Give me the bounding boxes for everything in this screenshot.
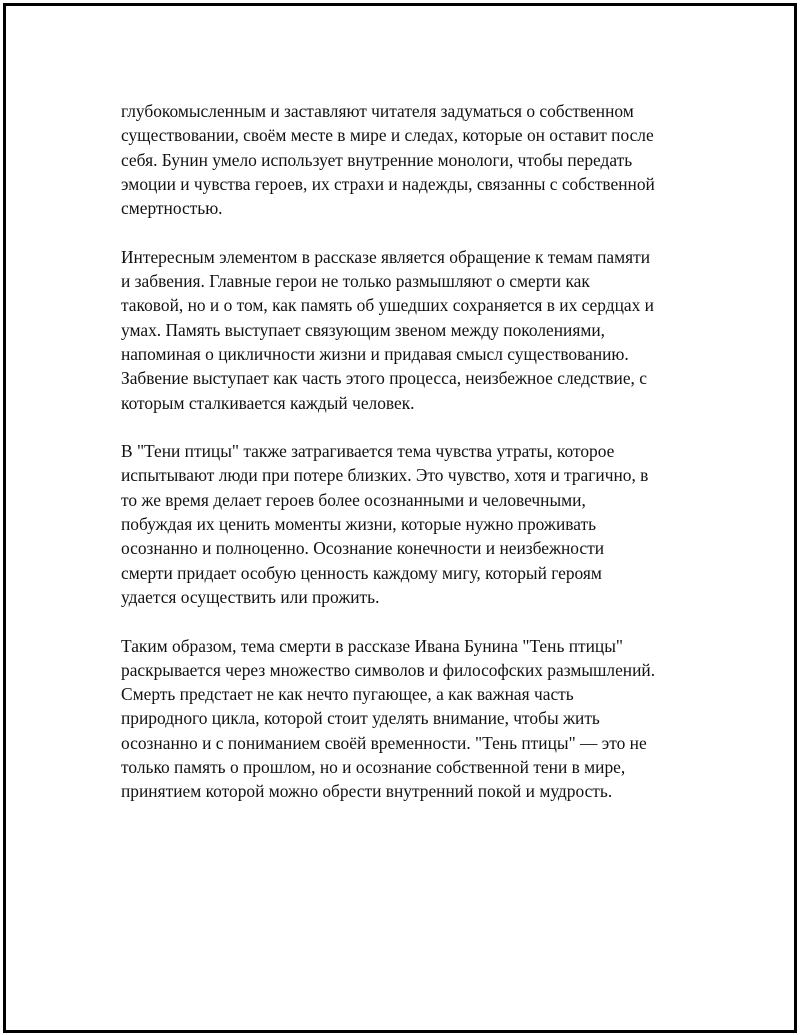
- text-line: напоминая о цикличности жизни и придавая смысл существованию.: [121, 343, 629, 364]
- text-line: себя. Бунин умело использует внутренние монологи, чтобы передать: [121, 149, 633, 170]
- paragraph-3: [121, 439, 701, 609]
- text-line: то же время делает героев более осознанными и человечными,: [121, 489, 586, 510]
- text-line: В "Тени птицы" также затрагивается тема чувства утраты, которое: [121, 441, 615, 462]
- text-line: Таким образом, тема смерти в рассказе Ивана Бунина "Тень птицы": [121, 635, 624, 656]
- paragraph-2: [121, 245, 701, 415]
- text-line: удается осуществить или прожить.: [121, 586, 380, 607]
- text-line: Интересным элементом в рассказе является обращение к темам памяти: [121, 246, 651, 267]
- text-line: только память о прошлом, но и осознание собственной тени в мире,: [121, 757, 626, 778]
- text-line: глубокомысленным и заставляют читателя задуматься о собственном: [121, 101, 634, 121]
- text-line: природного цикла, которой стоит уделять внимание, чтобы жить: [121, 708, 600, 729]
- text-line: принятием которой можно обрести внутренний покой и мудрость.: [121, 781, 613, 802]
- text-line: осознанно и с пониманием своёй временности. "Тень птицы" — это не: [121, 732, 647, 753]
- text-line: эмоции и чувства героев, их страхи и надежды, связанны с собственной: [121, 173, 655, 194]
- text-line: осознанно и полноценно. Осознание конечности и неизбежности: [121, 538, 605, 559]
- text-line: умах. Память выступает связующим звеном между поколениями,: [121, 319, 605, 340]
- paragraph-1: [121, 99, 701, 220]
- document-body: [121, 99, 701, 828]
- text-line: и забвения. Главные герои не только размышляют о смерти как: [121, 271, 590, 292]
- text-line: Забвение выступает как часть этого процесса, неизбежное следствие, с: [121, 368, 647, 389]
- text-line: испытывают люди при потере близких. Это чувство, хотя и трагично, в: [121, 465, 649, 486]
- text-line: существовании, своём месте в мире и следах, которые он оставит после: [121, 125, 654, 146]
- page-border: [3, 3, 797, 1033]
- text-line: таковой, но и о том, как память об ушедших сохраняется в их сердцах и: [121, 295, 654, 316]
- text-line: раскрывается через множество символов и философских размышлений.: [121, 659, 656, 680]
- text-line: которым сталкивается каждый человек.: [121, 392, 415, 413]
- text-line: смертностью.: [121, 198, 223, 219]
- text-line: Смерть предстает не как нечто пугающее, а как важная часть: [121, 684, 574, 705]
- text-line: смерти придает особую ценность каждому мигу, который героям: [121, 562, 602, 583]
- text-line: побуждая их ценить моменты жизни, которые нужно проживать: [121, 514, 597, 535]
- paragraph-4: [121, 634, 701, 804]
